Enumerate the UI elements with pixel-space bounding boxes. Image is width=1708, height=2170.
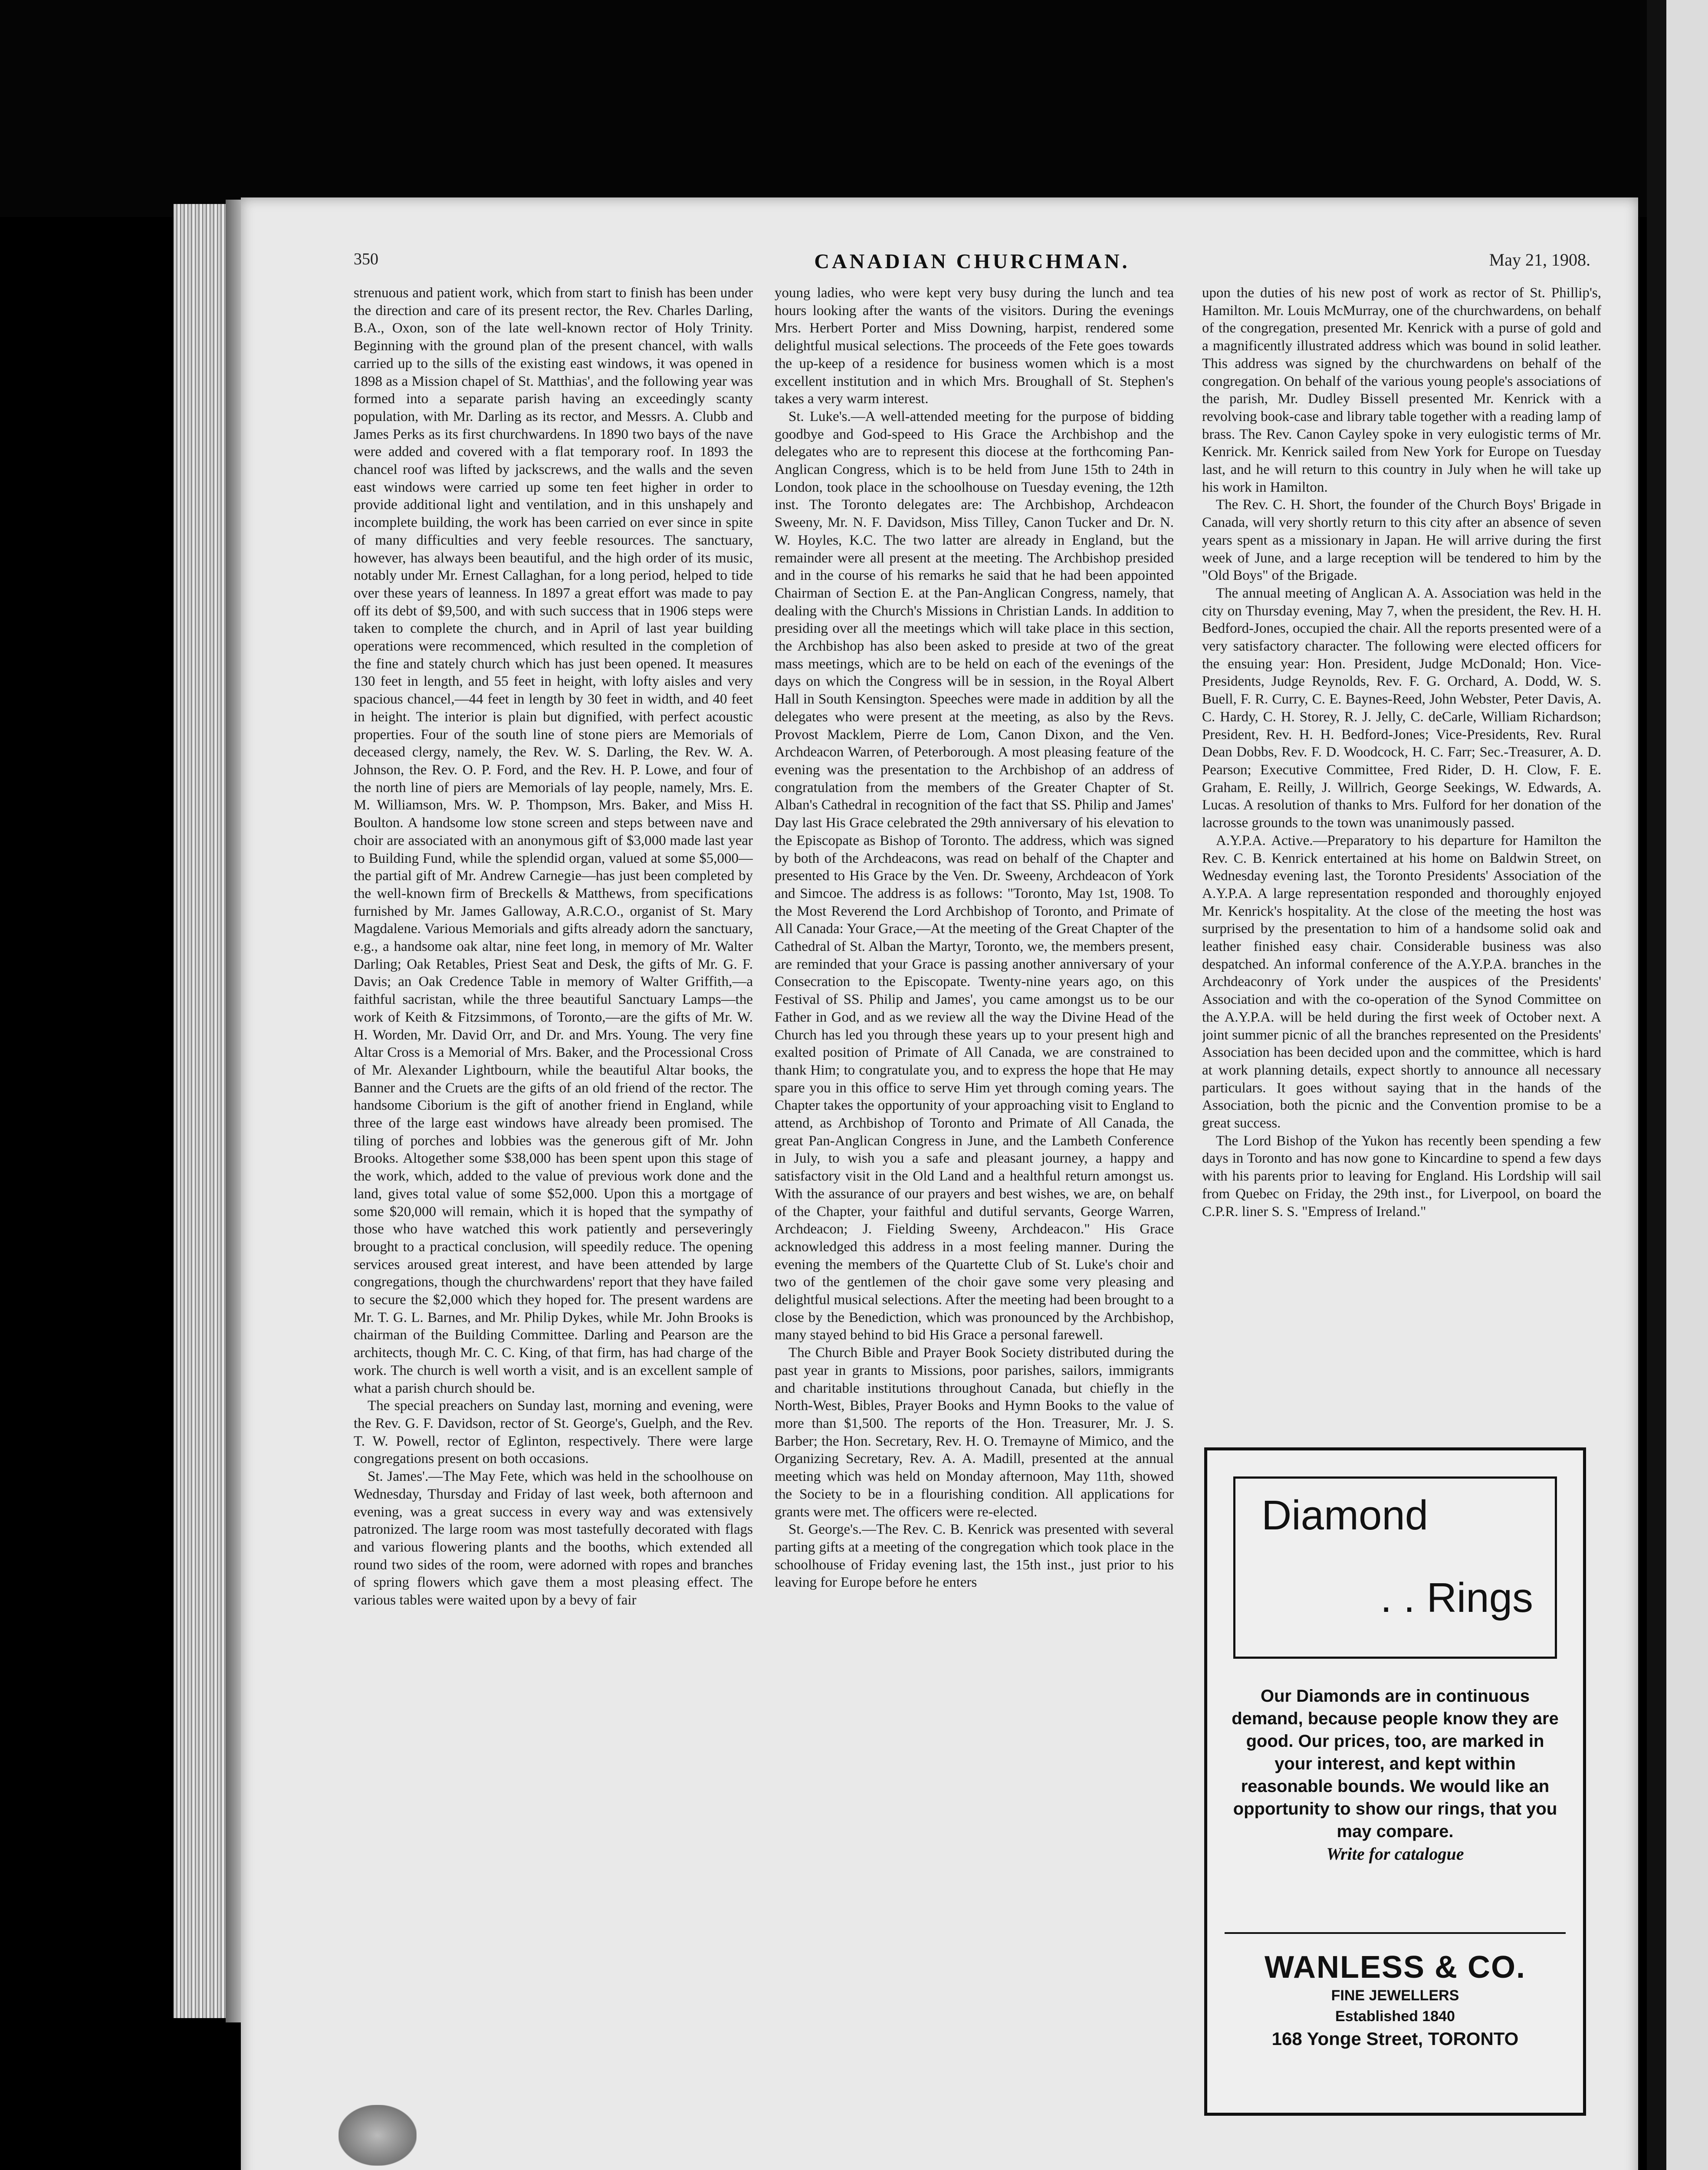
ad-firm-block — [1207, 1950, 1583, 2051]
column3-paragraph: The Lord Bishop of the Yukon has recently been spending a few days in Toronto and has now gone to Kincardine to spend a few days with his parents prior to leaving for England. His Lordship will sail from Quebec on Friday, the 29th inst., for Liverpool, on board the C.P.R. liner S. S. "Empress of Ireland." — [1202, 1133, 1601, 1220]
text-column-3 — [1202, 284, 1601, 1421]
ad-established: Established 1840 — [1335, 2008, 1455, 2025]
text-column-2 — [775, 284, 1174, 2142]
column1-paragraph: The special preachers on Sunday last, morning and evening, were the Rev. G. F. Davidson, rector of St. George's, Guelph, and the Rev. T. W. Powell, rector of Eglinton, respectively. There were large congregations present on both occasions. — [354, 1398, 753, 1467]
column2-paragraph: young ladies, who were kept very busy during the lunch and tea hours looking after the wants of the visitors. During the evenings Mrs. Herbert Porter and Miss Downing, harpist, rendered some delightful musical selections. The proceeds of the Fete goes towards the up-keep of a residence for business women which is a most excellent institution and in which Mrs. Broughall of St. Stephen's takes a very warm interest. — [775, 285, 1174, 407]
scan-right-edge — [1666, 0, 1708, 2170]
text-column-1 — [354, 284, 753, 2098]
column2-paragraph: St. Luke's.—A well-attended meeting for the purpose of bidding goodbye and God-speed to His Grace the Archbishop and the delegates who are to represent this diocese at the forthcoming Pan-Anglican Congress, which is to be held from June 15th to 24th in London, took place in the schoolhouse on Tuesday evening, the 12th inst. The Toronto delegates are: The Archbishop, Archdeacon Sweeny, Mr. N. F. Davidson, Miss Tilley, Canon Tucker and Dr. N. W. Hoyles, K.C. The two latter are already in England, but the remainder were all present at the meeting. The Archbishop presided and in the course of his remarks he said that he had been appointed Chairman of Section E. at the Pan-Anglican Congress, namely, that dealing with the Church's Missions in Christian Lands. In addition to presiding over all the meetings which will take place in this section, the Archbishop has also been asked to preside at two of the great mass meetings, which are to be held on each of the evenings of the days on which the Congress will be in session, in the Royal Albert Hall in South Kensington. Speeches were made in addition by all the delegates who were present at the meeting, as also by the Revs. Provost Macklem, Pierre de Lom, Canon Dixon, and the Ven. Archdeacon Warren, of Peterborough. A most pleasing feature of the evening was the presentation to the Archbishop of an address of congratulation from the members of the Greater Chapter of St. Alban's Cathedral in recognition of the fact that SS. Philip and James' Day last His Grace celebrated the 29th anniversary of his elevation to the Episcopate as Bishop of Toronto. The address, which was signed by both of the Archdeacons, was read on behalf of the Chapter and presented to His Grace by the Ven. Dr. Sweeny, Archdeacon of York and Simcoe. The address is as follows: "Toronto, May 1st, 1908. To the Most Reverend the Lord Archbishop of Toronto, and Primate of All Canada: Your Grace,—At the meeting of the Great Chapter of the Cathedral of St. Alban the Martyr, Toronto, we, the members present, are reminded that your Grace is passing another anniversary of your Consecration to the Episcopate. Twenty-nine years ago, on this Festival of SS. Philip and James', you came amongst us to be our Father in God, and as we review all the way the Divine Head of the Church has led you through these years up to your present high and exalted position of Primate of All Canada, we are constrained to thank Him; to congratulate you, and to express the hope that He may spare you in this office to serve Him yet through coming years. The Chapter takes the opportunity of your approaching visit to England to attend, as Archbishop of Toronto and Primate of All Canada, the great Pan-Anglican Congress in June, and the Lambeth Conference in July, to wish you a safe and pleasant journey, a happy and satisfactory visit in the Old Land and a healthful return amongst us. With the assurance of our prayers and best wishes, we are, on behalf of the Chapter, your faithful and dutiful servants, George Warren, Archdeacon; J. Fielding Sweeny, Archdeacon." His Grace acknowledged this address in a most feeling manner. During the evening the members of the Quartette Club of St. Luke's choir and two of the gentlemen of the choir gave some very pleasing and delightful musical selections. After the meeting had been brought to a close by the Benediction, which was pronounced by the Archbishop, many stayed behind to bid His Grace a personal farewell. — [775, 408, 1174, 1343]
column2-paragraph: The Church Bible and Prayer Book Society distributed during the past year in grants to Missions, poor parishes, sailors, immigrants and charitable institutions throughout Canada, but chiefly in the North-West, Bibles, Prayer Books and Hymn Books to the value of more than $1,500. The reports of the Hon. Treasurer, Mr. J. S. Barber; the Hon. Secretary, Rev. H. O. Tremayne of Mimico, and the Organizing Secretary, Rev. A. A. Madill, presented at the annual meeting which was held on Monday afternoon, May 11th, showed the Society to be in a flourishing condition. All applications for grants were met. The officers were re-elected. — [775, 1345, 1174, 1520]
scan-dark-margin — [1647, 0, 1666, 2170]
scan-background-top — [0, 0, 1708, 217]
ad-headline-box — [1233, 1476, 1557, 1659]
book-page-edges — [174, 204, 226, 2018]
column3-paragraph: The Rev. C. H. Short, the founder of the Church Boys' Brigade in Canada, will very shortly return to this city after an absence of seven years spent as a missionary in Japan. He will arrive during the first week of June, and a large reception will be tendered to him by the "Old Boys" of the Brigade. — [1202, 497, 1601, 584]
column1-paragraph: St. James'.—The May Fete, which was held in the schoolhouse on Wednesday, Thursday and Friday of last week, both afternoon and evening, was a great success in every way and was extensively patronized. The large room was most tastefully decorated with flags and various flowering plants and the booths, which extended all round two sides of the room, were adorned with ropes and branches of spring flowers which gave them a most pleasing effect. The various tables were waited upon by a bevy of fair — [354, 1469, 753, 1608]
page-header — [354, 250, 1590, 280]
column1-paragraph: strenuous and patient work, which from start to finish has been under the direction and care of its present rector, the Rev. Charles Darling, B.A., Oxon, son of the late well-known rector of Holy Trinity. Beginning with the ground plan of the present chancel, with walls carried up to the sills of the existing east windows, it was opened in 1898 as a Mission chapel of St. Matthias', and the following year was formed into a separate parish having an exceedingly scanty population, with Mr. Darling as its rector, and Messrs. A. Clubb and James Perks as its first churchwardens. In 1890 two bays of the nave were added and covered with a flat temporary roof. In 1893 the chancel roof was lifted by jackscrews, and the walls and the seven east windows were carried up some ten feet higher in order to provide additional light and ventilation, and in this unshapely and incomplete building, the work has been carried on ever since in spite of many difficulties and very feeble resources. The sanctuary, however, has always been beautiful, and the high order of its music, notably under Mr. Ernest Callaghan, for a long period, helped to tide over these years of leanness. In 1897 a great effort was made to pay off its debt of $9,500, and with such success that in 1906 steps were taken to complete the church, and in April of last year building operations were recommenced, which resulted in the completion of the fine and stately church which has just been opened. It measures 130 feet in length, and 55 feet in height, with lofty aisles and very spacious chancel,—44 feet in length by 30 feet in width, and 40 feet in height. The interior is plain but dignified, with perfect acoustic properties. Four of the south line of stone piers are Memorials of deceased clergy, namely, the Rev. W. S. Darling, the Rev. W. A. Johnson, the Rev. O. P. Ford, and the Rev. H. P. Lowe, and four of the north line of piers are Memorials of lay people, namely, Mrs. E. M. Williamson, Mrs. W. P. Thompson, Mrs. Baker, and Miss H. Boulton. A handsome low stone screen and steps between nave and choir are associated with an anonymous gift of $3,000 made last year to Building Fund, while the splendid organ, valued at some $5,000—the partial gift of Mr. Andrew Carnegie—has just been completed by the well-known firm of Breckells & Matthews, from specifications furnished by Mr. James Galloway, A.R.C.O., organist of St. Mary Magdalene. Various Memorials and gifts already adorn the sanctuary, e.g., a handsome oak altar, nine feet long, in memory of Mr. Walter Darling; Oak Retables, Priest Seat and Desk, the gifts of Mr. G. F. Davis; an Oak Credence Table in memory of Walter Griffith,—a faithful sacristan, while the three beautiful Sanctuary Lamps—the work of Keith & Fitzsimmons, of Toronto,—are the gifts of Mr. W. H. Worden, Mr. David Orr, and Dr. and Mrs. Young. The very fine Altar Cross is a Memorial of Mrs. Baker, and the Processional Cross of Mr. Alexander Lightbourn, while the beautiful Altar books, the Banner and the Cruets are the gifts of an old friend of the rector. The handsome Ciborium is the gift of another friend in England, while three of the large east windows have already been promised. The tiling of porches and lobbies was the generous gift of Mr. John Brooks. Altogether some $38,000 has been spent upon this stage of the work, which, added to the value of previous work done and the land, gives total value of some $52,000. Upon this a mortgage of some $20,000 will remain, which it is hoped that the sympathy of those who have watched this work patiently and perseveringly brought to a practical conclusion, will speedily reduce. The opening services aroused great interest, and have been attended by large congregations, though the churchwardens' report that they have failed to secure the $2,000 which they hoped for. The present wardens are Mr. T. G. L. Barnes, and Mr. Philip Dykes, while Mr. John Brooks is chairman of the Building Committee. Darling and Pearson are the architects, though Mr. C. C. King, of that firm, has had charge of the work. The church is well worth a visit, and is an excellent sample of what a parish church should be. — [354, 285, 753, 1396]
column3-paragraph: upon the duties of his new post of work as rector of St. Phillip's, Hamilton. Mr. Louis McMurray, one of the churchwardens, on behalf of the congregation, presented Mr. Kenrick with a purse of gold and a magnificently illustrated address which was bound in solid leather. This address was signed by the churchwardens on behalf of the congregation. On behalf of the various young people's associations of the parish, Mr. Dudley Bissell presented Mr. Kenrick with a revolving book-case and library table together with a reading lamp of brass. The Rev. Canon Cayley spoke in very eulogistic terms of Mr. Kenrick. Mr. Kenrick sailed from New York for Europe on Tuesday last, and he will return to this country in July when he will take up his work in Hamilton. — [1202, 285, 1601, 495]
ad-firm-name: WANLESS & CO. — [1264, 1950, 1526, 1985]
ad-headline-rings: . . Rings — [1380, 1575, 1533, 1621]
masthead-title: CANADIAN CHURCHMAN. — [814, 250, 1130, 273]
column3-paragraph: A.Y.P.A. Active.—Preparatory to his departure for Hamilton the Rev. C. B. Kenrick entertained at his home on Baldwin Street, on Wednesday evening last, the Toronto Presidents' Association of the A.Y.P.A. A large representation responded and thoroughly enjoyed Mr. Kenrick's hospitality. At the close of the meeting the host was surprised by the presentation to him of a handsome solid oak and leather finished easy chair. Considerable business was also despatched. An informal conference of the A.Y.P.A. branches in the Archdeaconry of York under the auspices of the Presidents' Association and with the co-operation of the Synod Committee on the A.Y.P.A. will be held during the first week of October next. A joint summer picnic of all the branches represented on the Presidents' Association has been decided upon and the committee, which is hard at work planning details, expect shortly to announce all necessary particulars. It goes without saying that in the hands of the Association, both the picnic and the Convention promise to be a great success. — [1202, 832, 1601, 1131]
ad-divider — [1225, 1932, 1566, 1934]
ad-body-copy — [1229, 1685, 1561, 1865]
issue-date: May 21, 1908. — [1489, 250, 1590, 270]
newspaper-page — [241, 197, 1638, 2170]
ad-address: 168 Yonge Street, TORONTO — [1271, 2029, 1519, 2049]
scanner-thumb-shadow — [338, 2105, 417, 2166]
jeweller-advertisement — [1204, 1447, 1586, 2116]
column3-paragraph: The annual meeting of Anglican A. A. Association was held in the city on Thursday evening, May 7, when the president, the Rev. H. H. Bedford-Jones, occupied the chair. All the reports presented were of a very satisfactory character. The following were elected officers for the ensuing year: Hon. President, Judge McDonald; Hon. Vice-Presidents, Judge Reynolds, Rev. F. G. Orchard, A. Dodd, W. S. Buell, F. R. Curry, C. E. Baynes-Reed, John Webster, Peter Davis, A. C. Hardy, C. H. Storey, R. J. Jelly, C. deCarle, William Richardson; President, Rev. H. H. Bedford-Jones; Vice-Presidents, Rev. Rural Dean Dobbs, Rev. F. D. Woodcock, H. C. Farr; Sec.-Treasurer, A. D. Pearson; Executive Committee, Fred Rider, D. H. Clow, F. E. Graham, E. Reilly, J. Willrich, George Seekings, W. Edwards, A. Lucas. A resolution of thanks to Mrs. Fulford for her donation of the lacrosse grounds to the town was unanimously passed. — [1202, 585, 1601, 831]
ad-catalogue-cta: Write for catalogue — [1326, 1844, 1464, 1864]
ad-headline-diamond: Diamond — [1261, 1492, 1429, 1539]
column2-paragraph: St. George's.—The Rev. C. B. Kenrick was presented with several parting gifts at a meeting of the congregation which took place in the schoolhouse of Friday evening last, the 15th inst., just prior to his leaving for Europe before he enters — [775, 1522, 1174, 1591]
ad-firm-trade: FINE JEWELLERS — [1331, 1987, 1459, 2004]
ad-body-text: Our Diamonds are in continuous demand, because people know they are good. Our prices, too, are marked in your interest, and kept within reasonable bounds. We would like an opportunity to show our rings, that you may compare. — [1232, 1687, 1559, 1841]
page-number: 350 — [354, 250, 378, 268]
book-gutter-shadow — [226, 200, 243, 2022]
